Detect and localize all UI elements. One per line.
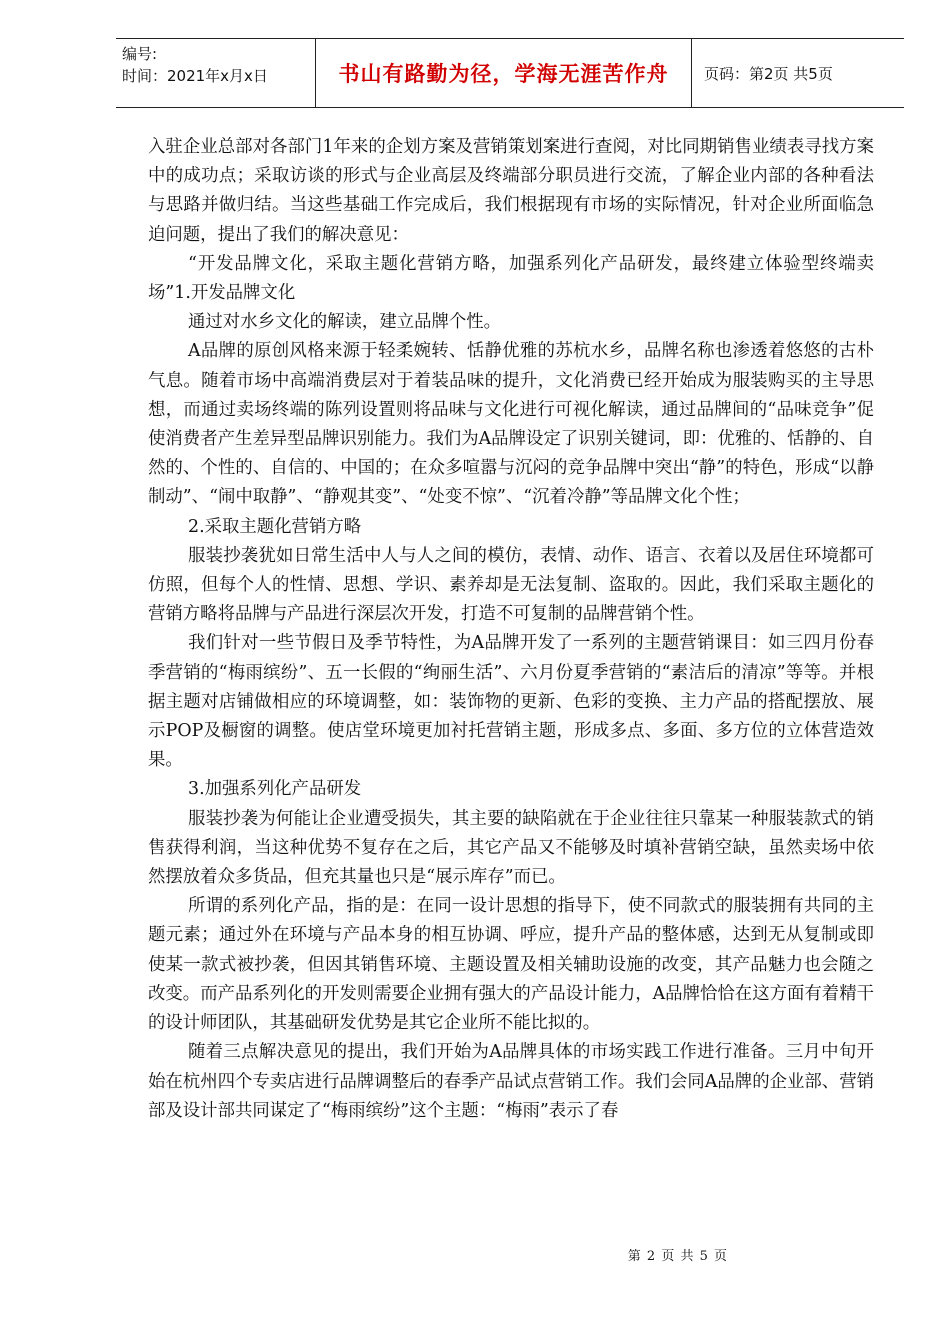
paragraph: 随着三点解决意见的提出，我们开始为A品牌具体的市场实践工作进行准备。三月中旬开始在杭州四个专卖店进行品牌调整后的春季产品试点营销工作。我们会同A品牌的企业部、营销部及设计部共同谋定了“梅雨缤纷”这个主题：“梅雨”表示了春 [148,1042,874,1121]
paragraph: 服装抄袭为何能让企业遭受损失，其主要的缺陷就在于企业往往只靠某一种服装款式的销售获得利润，当这种优势不复存在之后，其它产品又不能够及时填补营销空缺，虽然卖场中依然摆放着众多货品，但充其量也只是“展示库存”而已。 [148,808,874,888]
document-time-label: 时间：2021年x月x日 [122,67,268,85]
header-meta [116,39,316,107]
paragraph: 入驻企业总部对各部门1年来的企划方案及营销策划案进行查阅，对比同期销售业绩表寻找方案中的成功点；采取访谈的形式与企业高层及终端部分职员进行交流，了解企业内部的各种看法与思路并做归结。当这些基础工作完成后，我们根据现有市场的实际情况，针对企业所面临急迫问题，提出了我们的解决意见： [148,137,874,245]
section-heading: 2.采取主题化营销方略 [188,516,362,537]
page-header [116,38,904,108]
document-body [148,133,874,1126]
header-page-number: 页码：第2页 共5页 [704,64,833,83]
paragraph: 服装抄袭犹如日常生活中人与人之间的模仿，表情、动作、语言、衣着以及居住环境都可仿照，但每个人的性情、思想、学识、素养却是无法复制、盗取的。因此，我们采取主题化的营销方略将品牌与产品进行深层次开发，打造不可复制的品牌营销个性。 [148,545,874,625]
paragraph: “开发品牌文化，采取主题化营销方略，加强系列化产品研发，最终建立体验型终端卖场”1.开发品牌文化 [148,253,874,304]
section-heading: 3.加强系列化产品研发 [188,779,362,800]
document-code-label: 编号: [122,45,158,63]
page-footer: 第 2 页 共 5 页 [627,1249,728,1264]
header-motto: 书山有路勤为径，学海无涯苦作舟 [316,39,692,107]
paragraph: 我们针对一些节假日及季节特性，为A品牌开发了一系列的主题营销课目：如三四月份春季营销的“梅雨缤纷”、五一长假的“绚丽生活”、六月份夏季营销的“素洁后的清凉”等等。并根据主题对店铺做相应的环境调整，如：装饰物的更新、色彩的变换、主力产品的搭配摆放、展示POP及橱窗的调整。使店堂环境更加衬托营销主题，形成多点、多面、多方位的立体营造效果。 [148,633,874,771]
paragraph: 通过对水乡文化的解读，建立品牌个性。 [188,312,502,333]
paragraph: 所谓的系列化产品，指的是：在同一设计思想的指导下，使不同款式的服装拥有共同的主题元素；通过外在环境与产品本身的相互协调、呼应，提升产品的整体感，达到无从复制或即使某一款式被抄袭，但因其销售环境、主题设置及相关辅助设施的改变，其产品魅力也会随之改变。而产品系列化的开发则需要企业拥有强大的产品设计能力，A品牌恰恰在这方面有着精干的设计师团队，其基础研发优势是其它企业所不能比拟的。 [148,896,874,1034]
paragraph: A品牌的原创风格来源于轻柔婉转、恬静优雅的苏杭水乡，品牌名称也渗透着悠悠的古朴气息。随着市场中高端消费层对于着装品味的提升，文化消费已经开始成为服装购买的主导思想，而通过卖场终端的陈列设置则将品味与文化进行可视化解读，通过品牌间的“品味竞争”促使消费者产生差异型品牌识别能力。我们为A品牌设定了识别关键词，即：优雅的、恬静的、自然的、个性的、自信的、中国的；在众多喧嚣与沉闷的竞争品牌中突出“静”的特色，形成“以静制动”、“闹中取静”、“静观其变”、“处变不惊”、“沉着冷静”等品牌文化个性； [148,341,874,508]
